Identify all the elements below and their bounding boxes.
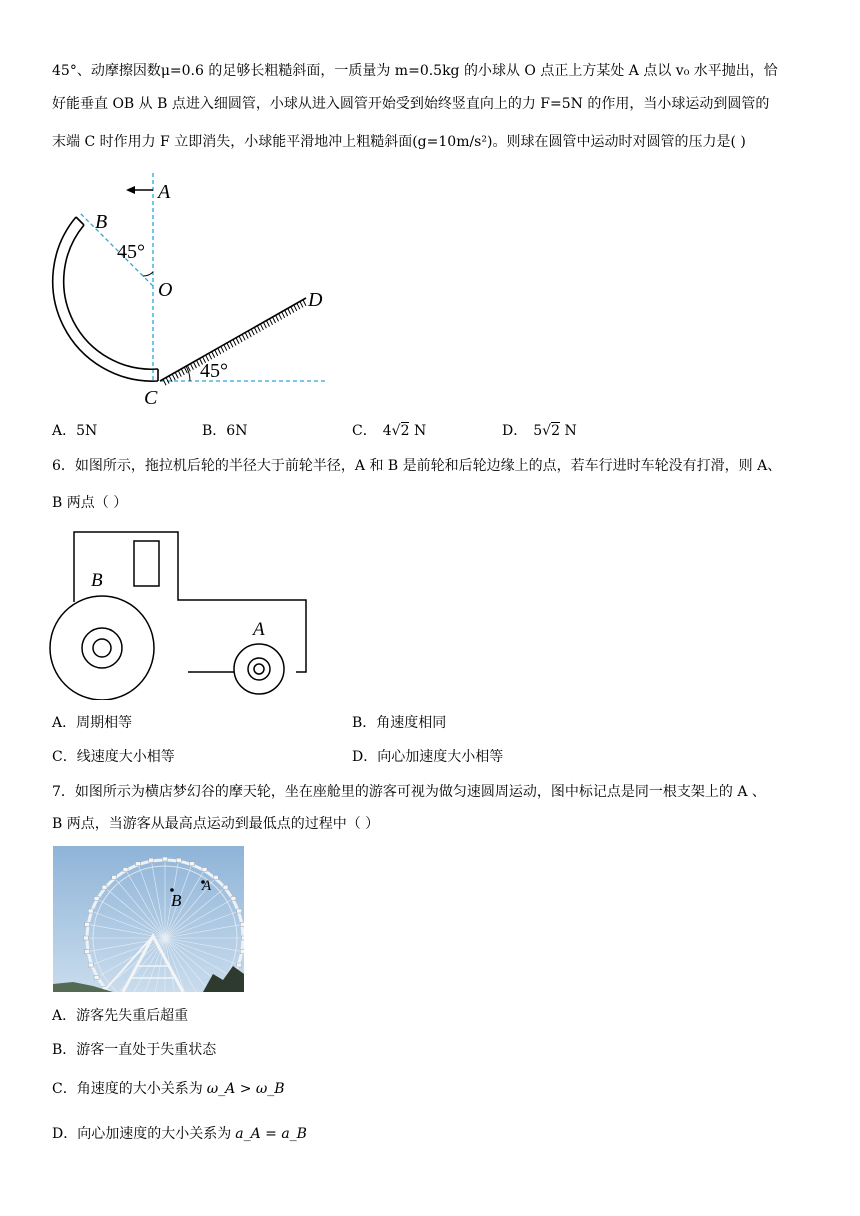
q5-angle-top: 45° <box>117 241 145 263</box>
sqrt-icon: √ <box>542 423 552 439</box>
q6-label-A: A <box>253 619 265 640</box>
q5-option-d[interactable]: D． 5√2 N <box>502 423 577 439</box>
sqrt-icon: √ <box>391 423 401 439</box>
q5-label-C: C <box>144 387 158 408</box>
q5-option-c[interactable]: C． 4√2 N <box>352 423 427 439</box>
q5-option-b[interactable]: B．6N <box>202 423 248 439</box>
q6-text-line1: 6．如图所示，拖拉机后轮的半径大于前轮半径，A 和 B 是前轮和后轮边缘上的点，若车行进时车轮没有打滑，则 A、 <box>52 458 782 474</box>
q5-figure-circular-tube <box>40 168 340 408</box>
q5-text-line2: 好能垂直 OB 从 B 点进入细圆管，小球从进入圆管开始受到始终竖直向上的力 F=5N 的作用，当小球运动到圆管的 <box>52 96 770 112</box>
q5-option-a[interactable]: A．5N <box>52 423 98 439</box>
q6-option-d[interactable]: D．向心加速度大小相等 <box>352 749 504 765</box>
q7-text-line1: 7．如图所示为横店梦幻谷的摩天轮，坐在座舱里的游客可视为做匀速圆周运动，图中标记点是同一根支架上的 A 、 <box>52 784 766 800</box>
q7-ferris-wheel-photo <box>53 846 244 992</box>
q5-angle-bottom: 45° <box>200 360 228 382</box>
q6-option-c[interactable]: C．线速度大小相等 <box>52 749 175 765</box>
q7-label-A: A <box>202 878 212 894</box>
q5-label-D: D <box>308 289 323 311</box>
q6-figure-tractor <box>48 528 312 700</box>
q7-option-d-math: a_A = a_B <box>235 1126 307 1142</box>
q5-label-O: O <box>158 279 173 301</box>
q7-label-B: B <box>171 891 182 910</box>
q7-option-d[interactable]: D．向心加速度的大小关系为 a_A = a_B <box>52 1126 307 1142</box>
q5-text-line3: 末端 C 时作用力 F 立即消失，小球能平滑地冲上粗糙斜面(g=10m/s²)。则球在圆管中运动时对圆管的压力是( ) <box>52 134 746 150</box>
q5-text-line1: 45°、动摩擦因数μ=0.6 的足够长粗糙斜面，一质量为 m=0.5kg 的小球从 O 点正上方某处 A 点以 v₀ 水平抛出，恰 <box>52 63 778 79</box>
q5-label-A: A <box>158 181 171 203</box>
q6-label-B: B <box>91 570 103 591</box>
q6-text-line2: B 两点（ ） <box>52 495 128 511</box>
q7-option-a[interactable]: A．游客先失重后超重 <box>52 1008 189 1024</box>
q7-option-c[interactable]: C．角速度的大小关系为 ω_A > ω_B <box>52 1081 285 1097</box>
q7-option-b[interactable]: B．游客一直处于失重状态 <box>52 1042 217 1058</box>
q6-option-b[interactable]: B．角速度相同 <box>352 715 447 731</box>
q5-label-B: B <box>95 211 108 233</box>
q7-option-c-math: ω_A > ω_B <box>206 1081 285 1097</box>
q7-text-line2: B 两点，当游客从最高点运动到最低点的过程中（ ） <box>52 816 380 832</box>
q6-option-a[interactable]: A．周期相等 <box>52 715 133 731</box>
